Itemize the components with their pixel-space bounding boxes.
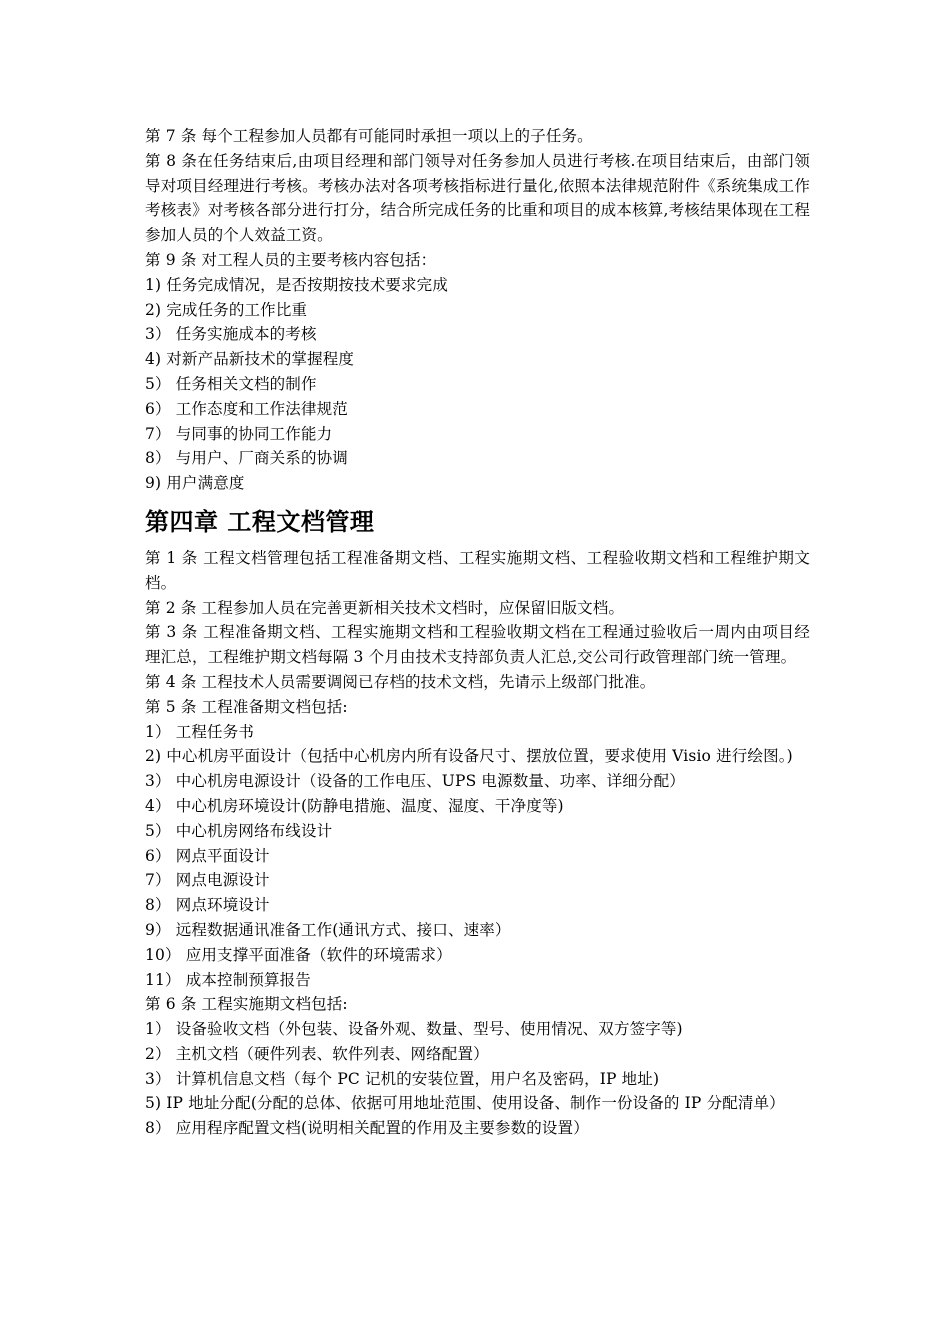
article-5: 第 5 条 工程准备期文档包括: (145, 697, 348, 716)
article-9: 第 9 条 对工程人员的主要考核内容包括： (145, 250, 437, 269)
chapter-heading: 第四章 工程文档管理 (145, 507, 375, 536)
document-body (145, 124, 810, 1141)
article-1: 第 1 条 工程文档管理包括工程准备期文档、工程实施期文档、工程验收期文档和工程维护期文档。 (145, 548, 810, 592)
list-item: 7） 与同事的协同工作能力 (145, 424, 333, 443)
list-item: 1） 设备验收文档（外包装、设备外观、数量、型号、使用情况、双方签字等) (145, 1020, 683, 1039)
list-item: 8） 网点环境设计 (145, 896, 270, 915)
article-4: 第 4 条 工程技术人员需要调阅已存档的技术文档，先请示上级部门批准。 (145, 672, 656, 691)
list-item: 5） 中心机房网络布线设计 (145, 821, 333, 840)
list-item: 3） 中心机房电源设计（设备的工作电压、UPS 电源数量、功率、详细分配） (145, 772, 685, 791)
article-3: 第 3 条 工程准备期文档、工程实施期文档和工程验收期文档在工程通过验收后一周内由项目经理汇总，工程维护期文档每隔 3 个月由技术支持部负责人汇总,交公司行政管理部门统一管理。 (145, 623, 810, 667)
list-item: 6） 网点平面设计 (145, 846, 270, 865)
list-item: 4) 对新产品新技术的掌握程度 (145, 350, 355, 369)
list-item: 9） 远程数据通讯准备工作(通讯方式、接口、速率） (145, 920, 511, 939)
list-item: 10） 应用支撑平面准备（软件的环境需求） (145, 945, 452, 964)
list-item: 5) IP 地址分配(分配的总体、依据可用地址范围、使用设备、制作一份设备的 IP 分配清单） (145, 1094, 785, 1113)
article-6: 第 6 条 工程实施期文档包括: (145, 995, 348, 1014)
list-item: 8） 与用户、厂商关系的协调 (145, 449, 348, 468)
list-item: 11） 成本控制预算报告 (145, 970, 311, 989)
list-item: 2) 完成任务的工作比重 (145, 300, 308, 319)
list-item: 9) 用户满意度 (145, 474, 245, 493)
list-item: 1） 工程任务书 (145, 722, 254, 741)
article-8: 第 8 条在任务结束后,由项目经理和部门领导对任务参加人员进行考核.在项目结束后，由部门领导对项目经理进行考核。考核办法对各项考核指标进行量化,依照本法律规范附件《系统集成工作考核表》对考核各部分进行打分，结合所完成任务的比重和项目的成本核算,考核结果体现在工程参加人员的个人效益工资。 (145, 151, 810, 245)
article-7: 第 7 条 每个工程参加人员都有可能同时承担一项以上的子任务。 (145, 127, 593, 145)
list-item: 5） 任务相关文档的制作 (145, 374, 317, 393)
list-item: 2） 主机文档（硬件列表、软件列表、网络配置） (145, 1044, 489, 1063)
list-item: 4） 中心机房环境设计(防静电措施、温度、湿度、干净度等) (145, 796, 564, 815)
list-item: 3） 任务实施成本的考核 (145, 325, 317, 344)
article-2: 第 2 条 工程参加人员在完善更新相关技术文档时，应保留旧版文档。 (145, 598, 625, 617)
list-item: 1) 任务完成情况，是否按期按技术要求完成 (145, 275, 448, 294)
list-item: 8） 应用程序配置文档(说明相关配置的作用及主要参数的设置） (145, 1119, 589, 1138)
list-item: 7） 网点电源设计 (145, 871, 270, 890)
list-item: 6） 工作态度和工作法律规范 (145, 399, 348, 418)
list-item: 2) 中心机房平面设计（包括中心机房内所有设备尺寸、摆放位置，要求使用 Visio 进行绘图。) (145, 747, 793, 766)
list-item: 3） 计算机信息文档（每个 PC 记机的安装位置，用户名及密码，IP 地址) (145, 1069, 660, 1088)
